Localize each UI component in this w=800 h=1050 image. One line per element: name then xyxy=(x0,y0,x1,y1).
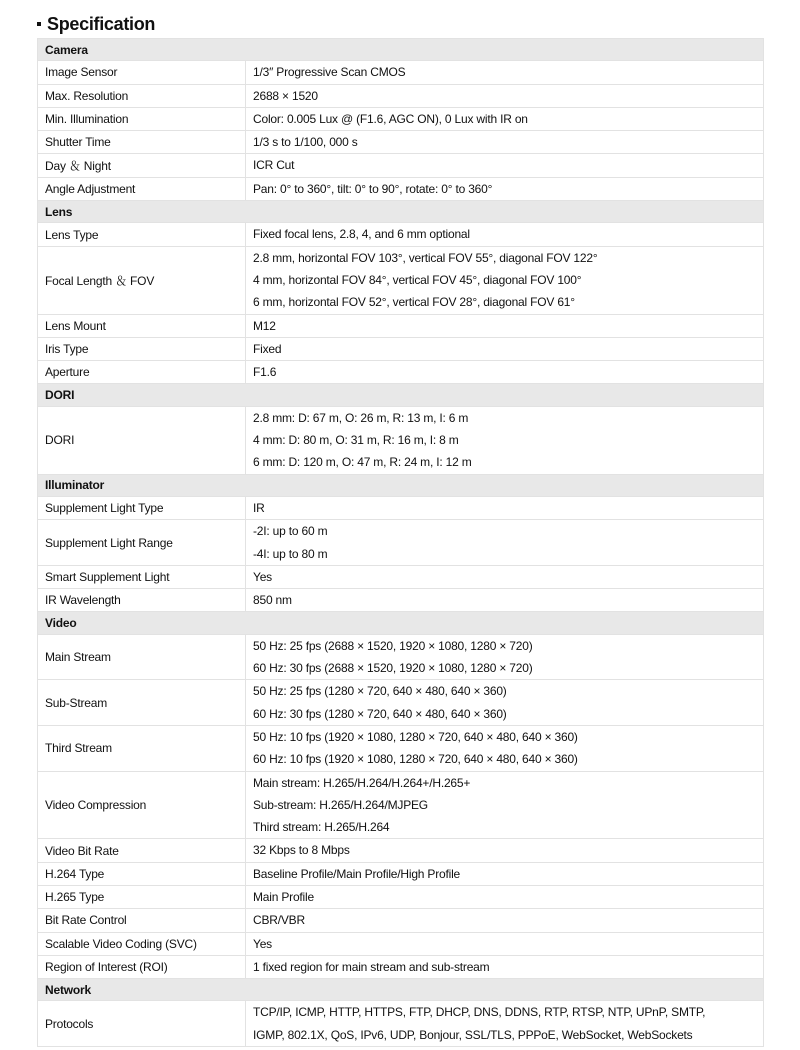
spec-value-line: 60 Hz: 30 fps (2688 × 1520, 1920 × 1080, 1280 × 720) xyxy=(253,661,533,676)
spec-value-line: Baseline Profile/Main Profile/High Profile xyxy=(253,866,461,881)
spec-row xyxy=(38,862,764,885)
spec-value-line: IGMP, 802.1X, QoS, IPv6, UDP, Bonjour, SSL/TLS, PPPoE, WebSocket, WebSockets xyxy=(253,1027,693,1042)
spec-value xyxy=(246,589,764,612)
spec-value xyxy=(246,680,764,726)
spec-row xyxy=(38,589,764,612)
spec-row xyxy=(38,725,764,771)
spec-label: Third Stream xyxy=(38,725,246,771)
spec-row xyxy=(38,909,764,932)
section-header xyxy=(38,39,764,61)
spec-value-line: 2.8 mm: D: 67 m, O: 26 m, R: 13 m, I: 6 m xyxy=(253,410,469,425)
spec-row xyxy=(38,246,764,314)
spec-value-line: 2.8 mm, horizontal FOV 103°, vertical FOV 55°, diagonal FOV 122° xyxy=(253,250,598,265)
spec-row xyxy=(38,361,764,384)
spec-row xyxy=(38,839,764,862)
spec-row xyxy=(38,496,764,519)
spec-value-line: 32 Kbps to 8 Mbps xyxy=(253,843,350,858)
spec-value xyxy=(246,839,764,862)
spec-value xyxy=(246,177,764,200)
spec-value-line: 4 mm, horizontal FOV 84°, vertical FOV 45°, diagonal FOV 100° xyxy=(253,272,582,287)
section-title: Video xyxy=(38,612,764,634)
spec-value-line: Fixed focal lens, 2.8, 4, and 6 mm optional xyxy=(253,227,470,242)
spec-value xyxy=(246,885,764,908)
spec-row xyxy=(38,131,764,154)
spec-label: Day ＆ Night xyxy=(38,154,246,177)
spec-label: H.264 Type xyxy=(38,862,246,885)
spec-value xyxy=(246,565,764,588)
spec-value xyxy=(246,107,764,130)
spec-value xyxy=(246,223,764,246)
spec-row xyxy=(38,107,764,130)
spec-label: Bit Rate Control xyxy=(38,909,246,932)
spec-label: Video Bit Rate xyxy=(38,839,246,862)
section-title: Lens xyxy=(38,201,764,223)
spec-value-line: 850 nm xyxy=(253,593,292,608)
spec-value-line: F1.6 xyxy=(253,365,277,380)
section-header xyxy=(38,201,764,223)
spec-value-line: Main stream: H.265/H.264/H.264+/H.265+ xyxy=(253,775,471,790)
spec-label: Lens Mount xyxy=(38,314,246,337)
spec-label: Shutter Time xyxy=(38,131,246,154)
spec-value-line: Sub-stream: H.265/H.264/MJPEG xyxy=(253,797,428,812)
spec-value-line: 1/3 s to 1/100, 000 s xyxy=(253,135,358,150)
spec-value xyxy=(246,337,764,360)
spec-value-line: Third stream: H.265/H.264 xyxy=(253,820,390,835)
spec-row xyxy=(38,771,764,839)
spec-value-line: IR xyxy=(253,500,265,515)
spec-label: Iris Type xyxy=(38,337,246,360)
spec-value-line: 4 mm: D: 80 m, O: 31 m, R: 16 m, I: 8 m xyxy=(253,433,459,448)
spec-value xyxy=(246,909,764,932)
spec-value-line: Color: 0.005 Lux @ (F1.6, AGC ON), 0 Lux with IR on xyxy=(253,111,528,126)
spec-row xyxy=(38,61,764,84)
spec-value xyxy=(246,862,764,885)
title-text: Specification xyxy=(47,14,156,34)
spec-row xyxy=(38,565,764,588)
spec-row xyxy=(38,337,764,360)
spec-value xyxy=(246,634,764,680)
spec-value xyxy=(246,361,764,384)
spec-value-line: -4I: up to 80 m xyxy=(253,546,328,561)
spec-value-line: Fixed xyxy=(253,341,282,356)
spec-value-line: 1 fixed region for main stream and sub-stream xyxy=(253,959,490,974)
spec-value xyxy=(246,771,764,839)
spec-value-line: Main Profile xyxy=(253,889,314,904)
spec-row xyxy=(38,932,764,955)
spec-row xyxy=(38,634,764,680)
spec-row xyxy=(38,177,764,200)
spec-value xyxy=(246,314,764,337)
spec-label: Max. Resolution xyxy=(38,84,246,107)
spec-value-line: Yes xyxy=(253,936,272,951)
section-header xyxy=(38,474,764,496)
spec-label: Scalable Video Coding (SVC) xyxy=(38,932,246,955)
spec-value xyxy=(246,406,764,474)
section-title: Illuminator xyxy=(38,474,764,496)
spec-value-line: 50 Hz: 25 fps (2688 × 1520, 1920 × 1080, 1280 × 720) xyxy=(253,638,533,653)
spec-value-line: 60 Hz: 10 fps (1920 × 1080, 1280 × 720, 640 × 480, 640 × 360) xyxy=(253,752,578,767)
spec-value-line: -2I: up to 60 m xyxy=(253,524,328,539)
spec-label: Image Sensor xyxy=(38,61,246,84)
spec-label: Region of Interest (ROI) xyxy=(38,955,246,978)
spec-label: Lens Type xyxy=(38,223,246,246)
spec-value xyxy=(246,154,764,177)
spec-value-line: M12 xyxy=(253,318,276,333)
spec-value xyxy=(246,61,764,84)
spec-value-line: 2688 × 1520 xyxy=(253,88,318,103)
spec-label: Supplement Light Type xyxy=(38,496,246,519)
spec-value-line: 60 Hz: 30 fps (1280 × 720, 640 × 480, 640 × 360) xyxy=(253,706,507,721)
spec-value xyxy=(246,246,764,314)
spec-row xyxy=(38,955,764,978)
spec-row xyxy=(38,520,764,566)
spec-value xyxy=(246,520,764,566)
spec-value-line: 1/3″ Progressive Scan CMOS xyxy=(253,65,406,80)
spec-value-line: Pan: 0° to 360°, tilt: 0° to 90°, rotate: 0° to 360° xyxy=(253,181,493,196)
spec-value xyxy=(246,725,764,771)
spec-table xyxy=(37,38,764,1047)
spec-label: IR Wavelength xyxy=(38,589,246,612)
spec-value-line: 6 mm, horizontal FOV 52°, vertical FOV 28°, diagonal FOV 61° xyxy=(253,295,575,310)
spec-row xyxy=(38,223,764,246)
spec-row xyxy=(38,1001,764,1047)
section-title: Network xyxy=(38,979,764,1001)
spec-label: Sub-Stream xyxy=(38,680,246,726)
spec-label: Focal Length ＆ FOV xyxy=(38,246,246,314)
spec-value xyxy=(246,955,764,978)
spec-label: Supplement Light Range xyxy=(38,520,246,566)
spec-label: H.265 Type xyxy=(38,885,246,908)
spec-row xyxy=(38,885,764,908)
section-header xyxy=(38,384,764,406)
spec-label: Aperture xyxy=(38,361,246,384)
spec-value-line: 50 Hz: 25 fps (1280 × 720, 640 × 480, 640 × 360) xyxy=(253,684,507,699)
spec-value xyxy=(246,496,764,519)
spec-label: Protocols xyxy=(38,1001,246,1047)
spec-row xyxy=(38,314,764,337)
spec-value xyxy=(246,84,764,107)
section-title: Camera xyxy=(38,39,764,61)
spec-value-line: TCP/IP, ICMP, HTTP, HTTPS, FTP, DHCP, DNS, DDNS, RTP, RTSP, NTP, UPnP, SMTP, xyxy=(253,1005,706,1020)
spec-row xyxy=(38,406,764,474)
spec-value xyxy=(246,1001,764,1047)
spec-label: Angle Adjustment xyxy=(38,177,246,200)
section-title: DORI xyxy=(38,384,764,406)
spec-value xyxy=(246,131,764,154)
spec-label: DORI xyxy=(38,406,246,474)
spec-value xyxy=(246,932,764,955)
spec-value-line: 6 mm: D: 120 m, O: 47 m, R: 24 m, I: 12 m xyxy=(253,455,472,470)
spec-label: Smart Supplement Light xyxy=(38,565,246,588)
bullet-icon xyxy=(37,22,41,26)
spec-label: Min. Illumination xyxy=(38,107,246,130)
spec-row xyxy=(38,680,764,726)
page-title xyxy=(37,14,155,35)
spec-value-line: ICR Cut xyxy=(253,158,295,173)
spec-row xyxy=(38,84,764,107)
spec-label: Video Compression xyxy=(38,771,246,839)
section-header xyxy=(38,979,764,1001)
spec-value-line: CBR/VBR xyxy=(253,913,305,928)
spec-value-line: Yes xyxy=(253,569,272,584)
spec-value-line: 50 Hz: 10 fps (1920 × 1080, 1280 × 720, 640 × 480, 640 × 360) xyxy=(253,729,578,744)
section-header xyxy=(38,612,764,634)
spec-label: Main Stream xyxy=(38,634,246,680)
spec-row xyxy=(38,154,764,177)
